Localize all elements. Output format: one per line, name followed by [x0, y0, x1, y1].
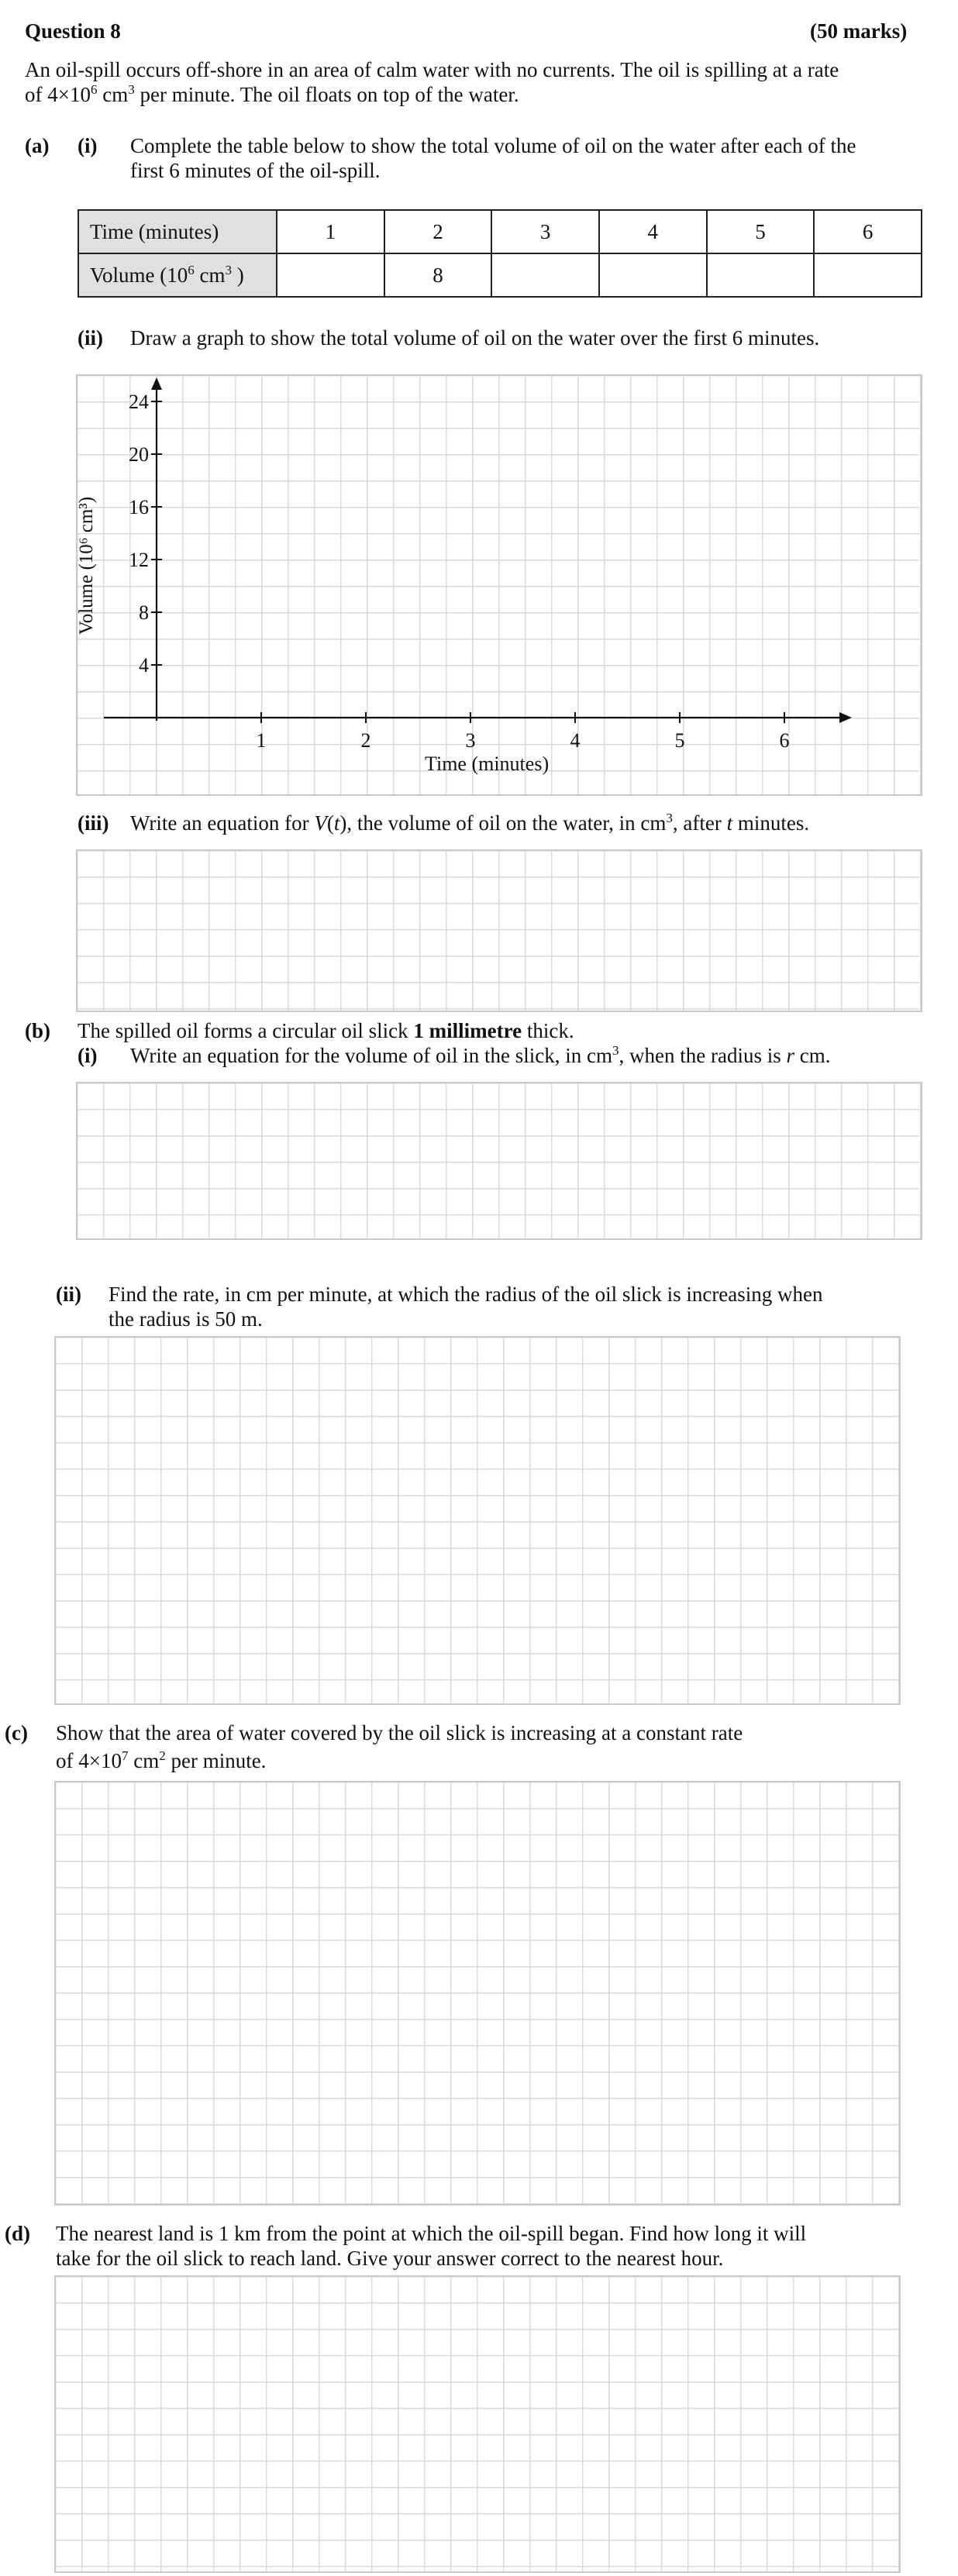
x-axis-arrow-icon — [839, 712, 852, 723]
answer-area-a-iii[interactable] — [76, 849, 922, 1012]
table-row-volume — [78, 253, 922, 297]
part-b-i-label: (i) — [78, 1044, 98, 1067]
x-tick-label: 2 — [360, 729, 371, 752]
x-tick-label: 6 — [779, 729, 790, 752]
part-d-label: (d) — [5, 2222, 30, 2245]
part-b-i-text: Write an equation for the volume of oil in the slick, in $cm^3$, when the radius is r cm. — [130, 1043, 831, 1067]
table-cell-volume-6[interactable] — [814, 253, 922, 297]
part-a-i-line-2: first 6 minutes of the oil-spill. — [130, 159, 381, 182]
volume-time-chart[interactable] — [76, 374, 921, 796]
x-axis-label: Time (minutes) — [425, 752, 550, 775]
x-tick-label: 5 — [674, 729, 685, 752]
part-c-line-1: Show that the area of water covered by the oil slick is increasing at a constant rate — [56, 1721, 743, 1744]
table-cell-time-5: 5 — [707, 210, 815, 253]
table-cell-time-4: 4 — [599, 210, 707, 253]
table-cell-volume-5[interactable] — [707, 253, 815, 297]
y-axis-label: Volume (10⁶ cm³) — [76, 496, 97, 635]
part-a-label: (a) — [25, 134, 50, 157]
table-header-volume: Volume ($10^6$ $cm^3$ ) — [78, 253, 277, 297]
part-b-ii-label: (ii) — [56, 1283, 81, 1306]
part-a-i-label: (i) — [78, 134, 98, 157]
y-tick-label: 8 — [139, 601, 149, 624]
part-a-iii-text: Write an equation for V(t), the volume of oil on the water, in $cm^3$, after t minutes. — [130, 811, 810, 835]
question-title: Question 8 — [25, 19, 121, 43]
part-a-i-line-1: Complete the table below to show the total volume of oil on the water after each of the — [130, 134, 856, 157]
intro-line-2: of $4\times 10^6$ $cm^3$ per minute. The oil floats on top of the water. — [25, 82, 519, 106]
y-axis-label-wrap — [71, 496, 102, 635]
x-tick-label: 1 — [256, 729, 267, 752]
part-d-line-2: take for the oil slick to reach land. Give your answer correct to the nearest hour. — [56, 2247, 724, 2270]
part-c-label: (c) — [5, 1721, 28, 1744]
volume-table — [78, 209, 922, 298]
table-cell-volume-1[interactable] — [277, 253, 384, 297]
table-cell-time-2: 2 — [384, 210, 492, 253]
table-header-time: Time (minutes) — [78, 210, 277, 253]
part-b-label: (b) — [25, 1019, 50, 1042]
y-tick-label: 16 — [129, 496, 149, 518]
part-d-line-1: The nearest land is 1 km from the point at which the oil-spill began. Find how long it will — [56, 2222, 807, 2245]
table-cell-time-6: 6 — [814, 210, 922, 253]
intro-line-1: An oil-spill occurs off-shore in an area of calm water with no currents. The oil is spilling at a rate — [25, 58, 839, 81]
answer-area-b-i[interactable] — [76, 1082, 922, 1240]
table-cell-time-3: 3 — [491, 210, 599, 253]
marks-label: (50 marks) — [810, 19, 908, 43]
answer-area-c[interactable] — [54, 1781, 901, 2206]
y-axis-arrow-icon — [151, 377, 162, 390]
y-tick-label: 4 — [139, 654, 149, 677]
table-cell-volume-2[interactable]: 8 — [384, 253, 492, 297]
part-c-line-2: of $4\times 10^7$ $cm^2$ per minute. — [56, 1748, 267, 1772]
x-tick-label: 3 — [465, 729, 476, 752]
part-a-iii-label: (iii) — [78, 811, 109, 835]
part-b-intro: The spilled oil forms a circular oil slick 1 millimetre thick. — [78, 1019, 574, 1042]
table-cell-volume-3[interactable] — [491, 253, 599, 297]
y-tick-label: 20 — [129, 443, 149, 466]
y-tick-label: 12 — [129, 549, 149, 571]
table-cell-time-1: 1 — [277, 210, 384, 253]
answer-area-d[interactable] — [54, 2275, 901, 2573]
part-a-ii-label: (ii) — [78, 326, 103, 350]
part-b-ii-line-2: the radius is 50 m. — [109, 1307, 263, 1331]
part-a-ii-text: Draw a graph to show the total volume of oil on the water over the first 6 minutes. — [130, 326, 820, 350]
part-b-ii-line-1: Find the rate, in cm per minute, at which the radius of the oil slick is increasing when — [109, 1283, 823, 1306]
table-cell-volume-4[interactable] — [599, 253, 707, 297]
y-tick-label: 24 — [129, 391, 149, 413]
table-row-time — [78, 210, 922, 253]
answer-area-b-ii[interactable] — [54, 1336, 901, 1705]
x-tick-label: 4 — [570, 729, 581, 752]
